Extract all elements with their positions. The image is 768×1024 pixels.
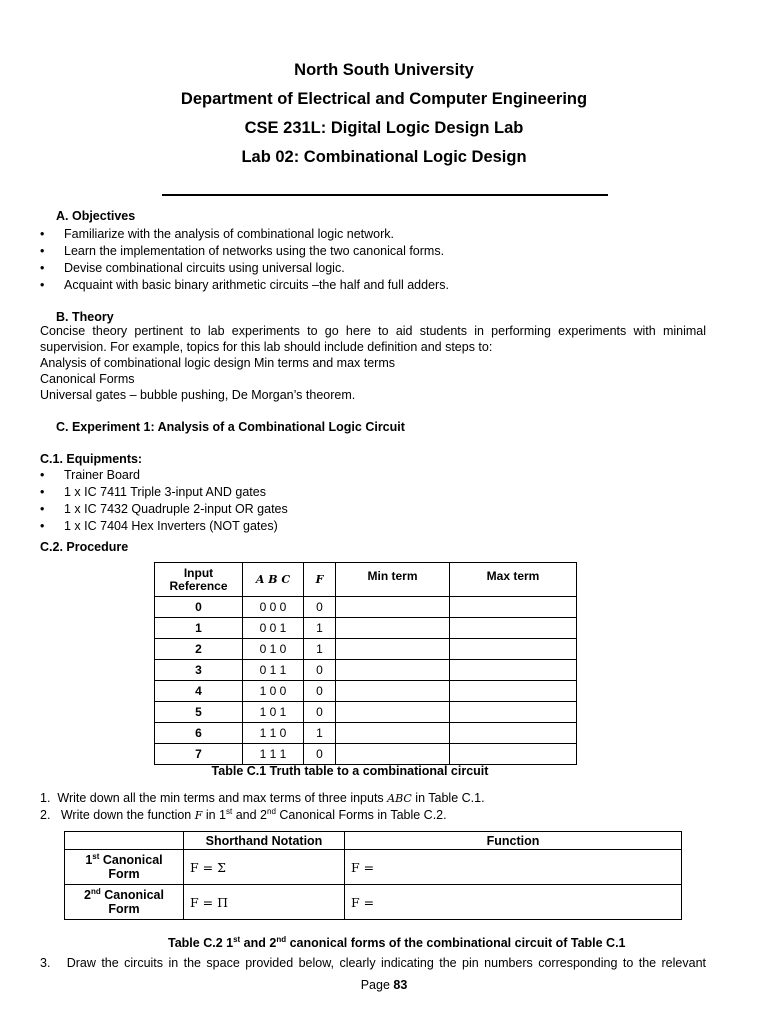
max-term-cell[interactable] (450, 660, 577, 681)
min-term-cell[interactable] (336, 660, 450, 681)
function-cell[interactable]: F = (345, 850, 682, 885)
header-shorthand: Shorthand Notation (184, 832, 345, 850)
department-title: Department of Electrical and Computer Engineering (180, 90, 588, 108)
lab-title: Lab 02: Combinational Logic Design (241, 148, 527, 166)
row-abc: 0 1 0 (243, 639, 304, 660)
max-term-cell[interactable] (450, 618, 577, 639)
row-reference: 2 (155, 639, 243, 660)
step-1: 1. Write down all the min terms and max terms of three inputs ABC in Table C.1. (40, 791, 485, 805)
experiment-heading: C. Experiment 1: Analysis of a Combinational Logic Circuit (56, 420, 405, 434)
header-min-term: Min term (336, 563, 450, 597)
table-row (65, 850, 682, 885)
max-term-cell[interactable] (450, 723, 577, 744)
max-term-cell[interactable] (450, 744, 577, 765)
max-term-cell[interactable] (450, 639, 577, 660)
theory-paragraph-line1: Concise theory pertinent to lab experiments to go here to aid students in performing experiments with minimal (40, 324, 706, 338)
table-row (155, 744, 577, 765)
header-empty (65, 832, 184, 850)
row-f: 1 (304, 723, 336, 744)
canonical-forms-table (64, 831, 682, 920)
row-abc: 1 1 1 (243, 744, 304, 765)
min-term-cell[interactable] (336, 681, 450, 702)
header-input-reference: Input Reference (155, 563, 243, 597)
header-function: Function (345, 832, 682, 850)
row-f: 0 (304, 702, 336, 723)
table-row (155, 702, 577, 723)
objectives-heading: A. Objectives (56, 209, 136, 223)
theory-line: Universal gates – bubble pushing, De Morgan’s theorem. (40, 388, 356, 402)
header-abc: A B C (243, 563, 304, 597)
row-reference: 3 (155, 660, 243, 681)
shorthand-cell[interactable]: F = Π (184, 885, 345, 920)
row-reference: 0 (155, 597, 243, 618)
table-row (65, 885, 682, 920)
row-f: 1 (304, 618, 336, 639)
procedure-heading: C.2. Procedure (40, 540, 129, 554)
row-abc: 0 0 0 (243, 597, 304, 618)
table-row (155, 597, 577, 618)
max-term-cell[interactable] (450, 597, 577, 618)
row-abc: 1 0 0 (243, 681, 304, 702)
theory-line: Analysis of combinational logic design Min terms and max terms (40, 356, 396, 370)
row-reference: 7 (155, 744, 243, 765)
theory-heading: B. Theory (56, 310, 114, 324)
row-f: 1 (304, 639, 336, 660)
row-f: 0 (304, 681, 336, 702)
step-3: 3. Draw the circuits in the space provided below, clearly indicating the pin numbers corresponding to the relevant (40, 956, 706, 970)
row-f: 0 (304, 597, 336, 618)
header-max-term: Max term (450, 563, 577, 597)
table-row (155, 723, 577, 744)
university-title: North South University (294, 61, 474, 79)
max-term-cell[interactable] (450, 681, 577, 702)
row-f: 0 (304, 660, 336, 681)
row-label-first-canonical: 1st Canonical Form (65, 850, 184, 885)
row-reference: 4 (155, 681, 243, 702)
equipments-heading: C.1. Equipments: (40, 452, 143, 466)
table-row (155, 639, 577, 660)
table-row (155, 618, 577, 639)
table-row (155, 660, 577, 681)
table-c2-caption: Table C.2 1st and 2nd canonical forms of the combinational circuit of Table C.1 (168, 934, 626, 950)
row-abc: 0 0 1 (243, 618, 304, 639)
theory-paragraph-line2: supervision. For example, topics for this lab should include definition and steps to: (40, 340, 493, 354)
row-abc: 1 0 1 (243, 702, 304, 723)
row-abc: 1 1 0 (243, 723, 304, 744)
page-number: Page 83 (360, 978, 408, 992)
row-label-second-canonical: 2nd Canonical Form (65, 885, 184, 920)
row-f: 0 (304, 744, 336, 765)
min-term-cell[interactable] (336, 618, 450, 639)
row-abc: 0 1 1 (243, 660, 304, 681)
min-term-cell[interactable] (336, 702, 450, 723)
table-row (155, 681, 577, 702)
table-c1-caption: Table C.1 Truth table to a combinational circuit (211, 764, 489, 778)
min-term-cell[interactable] (336, 744, 450, 765)
min-term-cell[interactable] (336, 723, 450, 744)
theory-line: Canonical Forms (40, 372, 135, 386)
function-cell[interactable]: F = (345, 885, 682, 920)
title-divider (162, 194, 608, 196)
header-f: F (304, 563, 336, 597)
row-reference: 6 (155, 723, 243, 744)
truth-table (154, 562, 577, 765)
shorthand-cell[interactable]: F = Σ (184, 850, 345, 885)
row-reference: 1 (155, 618, 243, 639)
step-2: 2. Write down the function F in 1st and 2nd Canonical Forms in Table C.2. (40, 806, 447, 822)
min-term-cell[interactable] (336, 639, 450, 660)
min-term-cell[interactable] (336, 597, 450, 618)
max-term-cell[interactable] (450, 702, 577, 723)
row-reference: 5 (155, 702, 243, 723)
course-title: CSE 231L: Digital Logic Design Lab (244, 119, 524, 137)
